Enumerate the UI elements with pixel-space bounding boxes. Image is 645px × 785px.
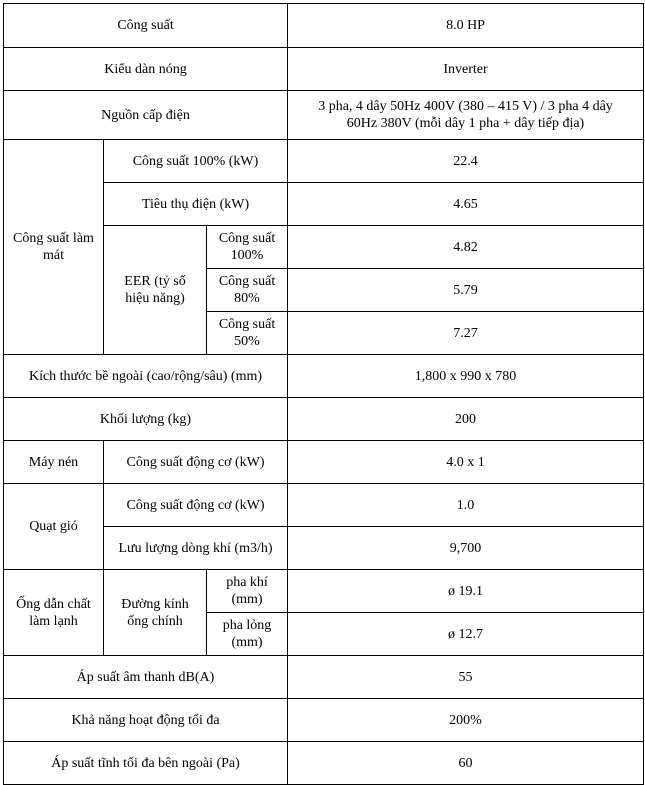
eer-item-label-line2: 50% bbox=[234, 334, 260, 349]
row-dimensions bbox=[4, 355, 644, 398]
power-supply-value-line1: 3 pha, 4 dây 50Hz 400V (380 – 415 V) / 3 pha 4 dây bbox=[318, 99, 613, 114]
power-consumption-value: 4.65 bbox=[288, 183, 644, 226]
eer-item-label-line2: 80% bbox=[234, 291, 260, 306]
row-max-static-pressure bbox=[4, 742, 644, 785]
eer-label bbox=[104, 226, 207, 355]
fan-airflow-value: 9,700 bbox=[288, 527, 644, 570]
cooling-group-label bbox=[4, 140, 104, 355]
compressor-value: 4.0 x 1 bbox=[288, 441, 644, 484]
sound-pressure-label: Áp suất âm thanh dB(A) bbox=[4, 656, 288, 699]
row-fan-motor bbox=[4, 484, 644, 527]
eer-item-label bbox=[207, 269, 288, 312]
pipe-group-label-line1: Ống dẫn chất bbox=[16, 596, 91, 612]
power-supply-value bbox=[288, 91, 644, 140]
pipe-sub-label-line2: ống chính bbox=[127, 613, 183, 629]
outdoor-type-value: Inverter bbox=[288, 48, 644, 91]
pipe-group-label bbox=[4, 570, 104, 656]
max-operation-value: 200% bbox=[288, 699, 644, 742]
eer-label-line2: hiệu năng) bbox=[125, 291, 185, 306]
cooling-capacity-label: Công suất 100% (kW) bbox=[104, 140, 288, 183]
pipe-sub-label-line1: Đường kính bbox=[121, 596, 189, 612]
capacity-label: Công suất bbox=[4, 4, 288, 48]
max-operation-label: Khả năng hoạt động tối đa bbox=[4, 699, 288, 742]
fan-group-label: Quạt gió bbox=[4, 484, 104, 570]
fan-motor-value: 1.0 bbox=[288, 484, 644, 527]
fan-airflow-label: Lưu lượng dòng khí (m3/h) bbox=[104, 527, 288, 570]
cooling-group-label-line2: mát bbox=[43, 248, 64, 263]
row-power-supply bbox=[4, 91, 644, 140]
spec-table bbox=[3, 3, 644, 785]
eer-item-label bbox=[207, 226, 288, 269]
row-compressor bbox=[4, 441, 644, 484]
weight-label: Khối lượng (kg) bbox=[4, 398, 288, 441]
pipe-gas-label-line1: pha khí bbox=[226, 575, 268, 590]
fan-motor-label: Công suất động cơ (kW) bbox=[104, 484, 288, 527]
eer-label-line1: EER (tỷ số bbox=[124, 274, 186, 289]
row-weight bbox=[4, 398, 644, 441]
max-static-pressure-value: 60 bbox=[288, 742, 644, 785]
capacity-value: 8.0 HP bbox=[288, 4, 644, 48]
power-supply-label: Nguồn cấp điện bbox=[4, 91, 288, 140]
row-capacity bbox=[4, 4, 644, 48]
row-max-operation bbox=[4, 699, 644, 742]
eer-item-value: 5.79 bbox=[288, 269, 644, 312]
dimensions-label: Kích thước bề ngoài (cao/rộng/sâu) (mm) bbox=[4, 355, 288, 398]
power-supply-value-line2: 60Hz 380V (mỗi dây 1 pha + dây tiếp địa) bbox=[346, 116, 585, 131]
eer-item-label-line1: Công suất bbox=[218, 317, 276, 332]
eer-item-value: 4.82 bbox=[288, 226, 644, 269]
pipe-sub-label bbox=[104, 570, 207, 656]
eer-item-label-line1: Công suất bbox=[218, 231, 276, 246]
row-sound-pressure bbox=[4, 656, 644, 699]
compressor-group-label: Máy nén bbox=[4, 441, 104, 484]
eer-item-label-line2: 100% bbox=[230, 248, 264, 263]
cooling-group-label-line1: Công suất làm bbox=[13, 231, 94, 246]
dimensions-value: 1,800 x 990 x 780 bbox=[288, 355, 644, 398]
row-pipe-gas bbox=[4, 570, 644, 613]
pipe-gas-value: ø 19.1 bbox=[288, 570, 644, 613]
pipe-liquid-label bbox=[207, 613, 288, 656]
pipe-liquid-label-line2: (mm) bbox=[231, 635, 263, 650]
power-consumption-label: Tiêu thụ điện (kW) bbox=[104, 183, 288, 226]
sound-pressure-value: 55 bbox=[288, 656, 644, 699]
row-cooling-capacity bbox=[4, 140, 644, 183]
cooling-capacity-value: 22.4 bbox=[288, 140, 644, 183]
pipe-liquid-label-line1: pha lỏng bbox=[222, 618, 272, 633]
eer-item-label-line1: Công suất bbox=[218, 274, 276, 289]
weight-value: 200 bbox=[288, 398, 644, 441]
pipe-group-label-line2: làm lạnh bbox=[29, 613, 78, 629]
eer-item-value: 7.27 bbox=[288, 312, 644, 355]
compressor-label: Công suất động cơ (kW) bbox=[104, 441, 288, 484]
row-outdoor-type bbox=[4, 48, 644, 91]
pipe-liquid-value: ø 12.7 bbox=[288, 613, 644, 656]
eer-item-label bbox=[207, 312, 288, 355]
pipe-gas-label-line2: (mm) bbox=[231, 592, 263, 607]
pipe-gas-label bbox=[207, 570, 288, 613]
max-static-pressure-label: Áp suất tĩnh tối đa bên ngoài (Pa) bbox=[4, 742, 288, 785]
outdoor-type-label: Kiểu dàn nóng bbox=[4, 48, 288, 91]
